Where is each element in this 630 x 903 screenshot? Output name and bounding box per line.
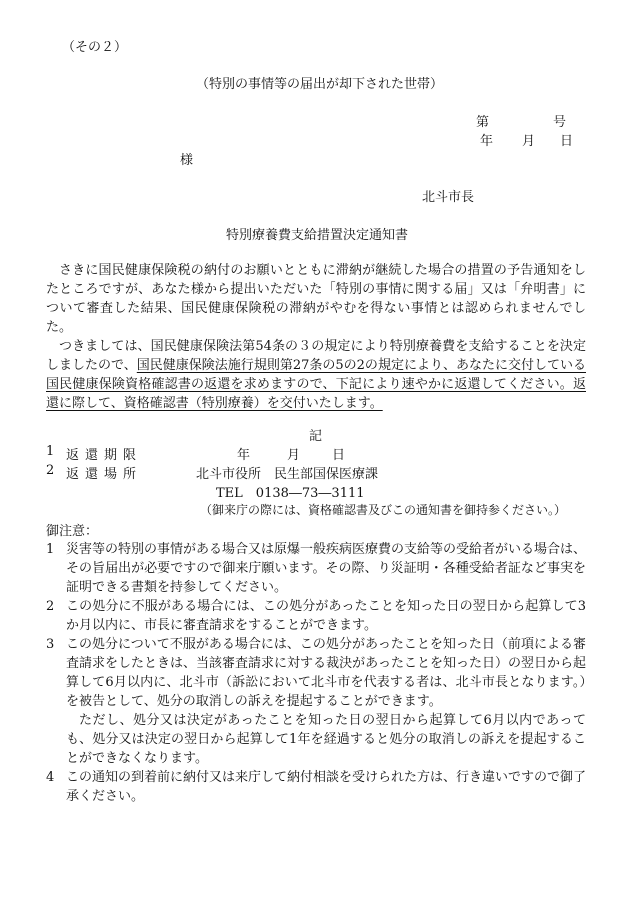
document-number-suffix: 号 — [553, 115, 567, 130]
household-category: （特別の事情等の届出が却下された世帯） — [196, 77, 444, 92]
note-4 — [46, 768, 586, 806]
addressee-suffix: 様 — [180, 153, 194, 168]
record-heading: 記 — [309, 429, 323, 444]
body-paragraph-2-plain: つきましては、国民健康保険法第54条の３の規定により特別療養費を支給することを決定しましたので、 — [46, 339, 586, 373]
record-row1-day: 日 — [332, 448, 346, 463]
record-row2-number: 2 — [46, 463, 55, 478]
body-paragraph-2-underlined: 国民健康保険法施行規則第27条の5の2の規定により、あなたに交付している国民健康保険資格確認書の返還を求めますので、下記により速やかに返還してください。返還に際して、資格確認書（特別療養）を交付いたします。 — [46, 358, 586, 411]
record-row1-year: 年 — [237, 448, 251, 463]
document-number-prefix: 第 — [476, 115, 490, 130]
note-2 — [46, 597, 586, 635]
record-row2-value: 北斗市役所 民生部国保医療課 — [196, 467, 379, 482]
note-4-text: この通知の到着前に納付又は来庁して納付相談を受けられた方は、行き違いですので御了承ください。 — [66, 770, 587, 804]
date-year: 年 — [480, 134, 494, 149]
record-row1-month: 月 — [287, 448, 301, 463]
note-3-continued — [46, 711, 586, 768]
record-tel: TEL 0138―73―3111 — [216, 486, 365, 501]
record-visit-note: （御来庁の際には、資格確認書及びこの通知書を御持参ください。） — [200, 503, 567, 517]
note-3-number: 3 — [46, 637, 55, 652]
notes-heading: 御注意： — [46, 524, 99, 539]
date-day: 日 — [560, 134, 574, 149]
record-row1-label: 返還期限 — [66, 448, 143, 463]
sender-name: 北斗市長 — [422, 190, 475, 205]
record-row2-label: 返還場所 — [66, 467, 143, 482]
note-1-text: 災害等の特別の事情がある場合又は原爆一般疾病医療費の支給等の受給者がいる場合は、その旨届出が必要ですので御来庁願います。その際、り災証明・各種受給者証など事実を証明できる書類を持参してください。 — [66, 542, 587, 595]
note-3-text: この処分について不服がある場合には、この処分があったことを知った日（前項による審査請求をしたときは、当該審査請求に対する裁決があったことを知った日）の翌日から起算して6月以内に、北斗市（訴訟において北斗市を代表する者は、北斗市長となります。）を被告として、処分の取消しの訴えを提起することができます。 — [66, 637, 586, 709]
document-title: 特別療養費支給措置決定通知書 — [226, 228, 409, 243]
note-1 — [46, 540, 586, 597]
note-4-number: 4 — [46, 770, 55, 785]
body-paragraph-1: さきに国民健康保険税の納付のお願いとともに滞納が継続した場合の措置の予告通知をしたところですが、あなた様から提出いただいた「特別の事情に関する届」又は「弁明書」について審査した結果、国民健康保険税の滞納がやむを得ない事情とは認められませんでした。 — [46, 263, 586, 335]
note-2-text: この処分に不服がある場合には、この処分があったことを知った日の翌日から起算して3か月以内に、市長に審査請求をすることができます。 — [66, 599, 586, 633]
note-2-number: 2 — [46, 599, 55, 614]
body-paragraph-2 — [46, 337, 586, 413]
record-row1-number: 1 — [46, 444, 55, 459]
note-1-number: 1 — [46, 542, 55, 557]
note-3 — [46, 635, 586, 711]
sub-number: （その２） — [62, 40, 128, 55]
note-3-continued-text: ただし、処分又は決定があったことを知った日の翌日から起算して6月以内であっても、処分又は決定の翌日から起算して1年を経過すると処分の取消しの訴えを提起することができなくなります。 — [66, 713, 586, 766]
date-month: 月 — [522, 134, 536, 149]
